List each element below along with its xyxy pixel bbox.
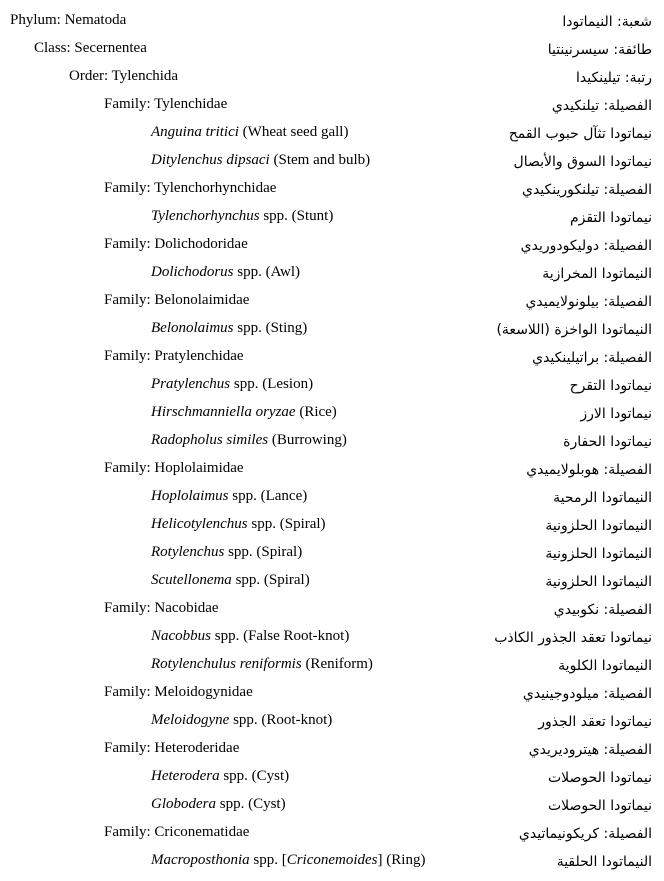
english-taxon-label — [151, 150, 370, 170]
english-taxon-label — [104, 94, 227, 114]
english-taxon-label — [151, 262, 300, 282]
taxonomy-row-family — [0, 678, 664, 706]
english-taxon-label — [104, 458, 244, 478]
arabic-taxon-label: النيماتودا الحلزونية — [545, 574, 652, 590]
arabic-taxon-label: النيماتودا الواخزة (اللاسعة) — [496, 322, 652, 338]
english-taxon-label — [151, 710, 332, 730]
taxonomy-row-family — [0, 454, 664, 482]
taxon-text: Family: Hoplolaimidae — [104, 460, 244, 476]
scientific-name: Dolichodorus — [151, 264, 234, 280]
taxon-text: (Wheat seed gall) — [238, 124, 349, 140]
scientific-name: Radopholus similes — [151, 432, 269, 448]
taxon-text: spp. (Spiral) — [247, 516, 326, 532]
arabic-taxon-label: الفصيلة: هوبلولايميدي — [526, 462, 652, 478]
english-taxon-label — [151, 318, 307, 338]
english-taxon-label — [151, 794, 286, 814]
english-taxon-label — [151, 626, 349, 646]
scientific-name: Belonolaimus — [151, 320, 234, 336]
english-taxon-label — [151, 402, 337, 422]
english-taxon-label — [151, 766, 289, 786]
taxonomy-row-family — [0, 286, 664, 314]
scientific-name: Ditylenchus dipsaci — [151, 152, 270, 168]
taxon-text: spp. (Cyst) — [219, 768, 290, 784]
arabic-taxon-label: الفصيلة: ميلودوجينيدي — [522, 686, 652, 702]
arabic-taxon-label: النيماتودا الحلزونية — [545, 546, 652, 562]
taxonomy-row-family — [0, 230, 664, 258]
arabic-taxon-label: رتبة: تيلينكيدا — [576, 70, 652, 86]
arabic-taxon-label: نيماتودا التقزم — [569, 210, 652, 226]
english-taxon-label — [151, 514, 326, 534]
taxon-text: spp. (Spiral) — [231, 572, 310, 588]
taxonomy-row-family — [0, 342, 664, 370]
scientific-name: Macroposthonia — [151, 852, 250, 868]
arabic-taxon-label: نيماتودا الارز — [580, 406, 652, 422]
arabic-taxon-label: نيماتودا الحوصلات — [547, 770, 652, 786]
taxonomy-row-species — [0, 706, 664, 734]
taxon-text: spp. (Spiral) — [224, 544, 303, 560]
taxon-text: spp. (Root-knot) — [229, 712, 333, 728]
taxon-text: (Stem and bulb) — [269, 152, 371, 168]
taxonomy-row-species — [0, 650, 664, 678]
arabic-taxon-label: النيماتودا الكلوية — [558, 658, 652, 674]
taxon-text: Class: Secernentea — [34, 40, 147, 56]
taxonomy-row-phylum — [0, 6, 664, 34]
scientific-name: Criconemoides — [286, 852, 378, 868]
english-taxon-label — [104, 290, 249, 310]
taxonomy-row-species — [0, 398, 664, 426]
arabic-taxon-label: نيماتودا التقرح — [569, 378, 652, 394]
taxon-text: Family: Dolichodoridae — [104, 236, 248, 252]
arabic-taxon-label: الفصيلة: بيلونولايميدي — [525, 294, 652, 310]
scientific-name: Helicotylenchus — [151, 516, 248, 532]
taxonomy-row-family — [0, 90, 664, 118]
taxon-text: Family: Nacobidae — [104, 600, 219, 616]
taxonomy-row-species — [0, 538, 664, 566]
scientific-name: Tylenchorhynchus — [151, 208, 260, 224]
english-taxon-label — [104, 682, 253, 702]
english-taxon-label — [151, 850, 425, 870]
taxonomy-row-species — [0, 146, 664, 174]
arabic-taxon-label: الفصيلة: براتيلينكيدي — [532, 350, 652, 366]
taxonomy-row-species — [0, 202, 664, 230]
taxon-text: spp. (Lance) — [228, 488, 308, 504]
english-taxon-label — [151, 430, 347, 450]
arabic-taxon-label: نيماتودا تعقد الجذور الكاذب — [494, 630, 652, 646]
english-taxon-label — [104, 822, 249, 842]
arabic-taxon-label: الفصيلة: كريكونيماتيدي — [518, 826, 652, 842]
arabic-taxon-label: النيماتودا الحلزونية — [545, 518, 652, 534]
taxonomy-row-species — [0, 510, 664, 538]
english-taxon-label — [151, 542, 302, 562]
arabic-taxon-label: الفصيلة: هيتروديريدي — [528, 742, 652, 758]
arabic-taxon-label: النيماتودا الرمحية — [553, 490, 652, 506]
scientific-name: Scutellonema — [151, 572, 232, 588]
taxonomy-row-species — [0, 482, 664, 510]
taxon-text: Family: Criconematidae — [104, 824, 250, 840]
taxon-text: ] (Ring) — [377, 852, 426, 868]
taxon-text: Order: Tylenchida — [69, 68, 179, 84]
english-taxon-label — [151, 654, 373, 674]
arabic-taxon-label: نيماتودا الحفارة — [563, 434, 652, 450]
scientific-name: Meloidogyne — [151, 712, 230, 728]
taxonomy-row-species — [0, 846, 664, 874]
taxon-text: Family: Heteroderidae — [104, 740, 240, 756]
english-taxon-label — [104, 346, 244, 366]
scientific-name: Nacobbus — [151, 628, 211, 644]
taxonomy-row-family — [0, 818, 664, 846]
arabic-taxon-label: نيماتودا الحوصلات — [547, 798, 652, 814]
taxon-text: Phylum: Nematoda — [10, 12, 127, 28]
english-taxon-label — [151, 374, 313, 394]
taxonomy-row-species — [0, 426, 664, 454]
taxon-text: spp. [ — [249, 852, 287, 868]
arabic-taxon-label: النيماتودا المخرازية — [542, 266, 652, 282]
scientific-name: Pratylenchus — [151, 376, 231, 392]
english-taxon-label — [104, 738, 239, 758]
taxonomy-row-class — [0, 34, 664, 62]
scientific-name: Heterodera — [151, 768, 220, 784]
arabic-taxon-label: الفصيلة: نكوبيدي — [553, 602, 652, 618]
taxonomy-row-species — [0, 566, 664, 594]
taxon-text: Family: Tylenchorhynchidae — [104, 180, 277, 196]
taxonomy-row-species — [0, 370, 664, 398]
english-taxon-label — [10, 10, 126, 30]
english-taxon-label — [104, 234, 248, 254]
english-taxon-label — [151, 122, 348, 142]
english-taxon-label — [151, 206, 333, 226]
english-taxon-label — [69, 66, 178, 86]
scientific-name: Anguina tritici — [151, 124, 239, 140]
english-taxon-label — [34, 38, 147, 58]
taxonomy-row-species — [0, 258, 664, 286]
taxonomy-document — [0, 6, 664, 874]
arabic-taxon-label: النيماتودا الحلقية — [556, 854, 652, 870]
taxon-text: spp. (Sting) — [233, 320, 308, 336]
taxon-text: (Rice) — [295, 404, 337, 420]
taxonomy-row-order — [0, 62, 664, 90]
taxonomy-row-species — [0, 314, 664, 342]
english-taxon-label — [104, 598, 219, 618]
taxon-text: Family: Belonolaimidae — [104, 292, 250, 308]
scientific-name: Hoplolaimus — [151, 488, 229, 504]
arabic-taxon-label: نيماتودا تثآل حبوب القمح — [508, 126, 652, 142]
scientific-name: Hirschmanniella oryzae — [151, 404, 296, 420]
arabic-taxon-label: شعبة: النيماتودا — [562, 14, 652, 30]
english-taxon-label — [104, 178, 276, 198]
taxon-text: Family: Pratylenchidae — [104, 348, 244, 364]
english-taxon-label — [151, 570, 310, 590]
scientific-name: Globodera — [151, 796, 216, 812]
taxonomy-row-family — [0, 734, 664, 762]
english-taxon-label — [151, 486, 307, 506]
scientific-name: Rotylenchus — [151, 544, 225, 560]
taxon-text: spp. (False Root-knot) — [211, 628, 350, 644]
arabic-taxon-label: نيماتودا تعقد الجذور — [538, 714, 652, 730]
taxon-text: (Burrowing) — [268, 432, 347, 448]
arabic-taxon-label: نيماتودا السوق والأبصال — [513, 154, 652, 170]
arabic-taxon-label: الفصيلة: تيلنكورينكيدي — [522, 182, 652, 198]
arabic-taxon-label: الفصيلة: تيلنكيدي — [551, 98, 652, 114]
taxonomy-row-species — [0, 790, 664, 818]
taxon-text: spp. (Awl) — [233, 264, 301, 280]
taxonomy-row-species — [0, 762, 664, 790]
arabic-taxon-label: طائفة: سيسرنينتيا — [547, 42, 652, 58]
taxon-text: (Reniform) — [301, 656, 373, 672]
taxonomy-row-species — [0, 622, 664, 650]
taxon-text: spp. (Cyst) — [216, 796, 286, 812]
taxon-text: spp. (Lesion) — [230, 376, 314, 392]
taxon-text: Family: Meloidogynidae — [104, 684, 253, 700]
taxon-text: spp. (Stunt) — [259, 208, 334, 224]
taxon-text: Family: Tylenchidae — [104, 96, 228, 112]
arabic-taxon-label: الفصيلة: دوليكودوريدي — [520, 238, 652, 254]
taxonomy-row-family — [0, 594, 664, 622]
scientific-name: Rotylenchulus reniformis — [151, 656, 302, 672]
taxonomy-row-species — [0, 118, 664, 146]
taxonomy-row-family — [0, 174, 664, 202]
